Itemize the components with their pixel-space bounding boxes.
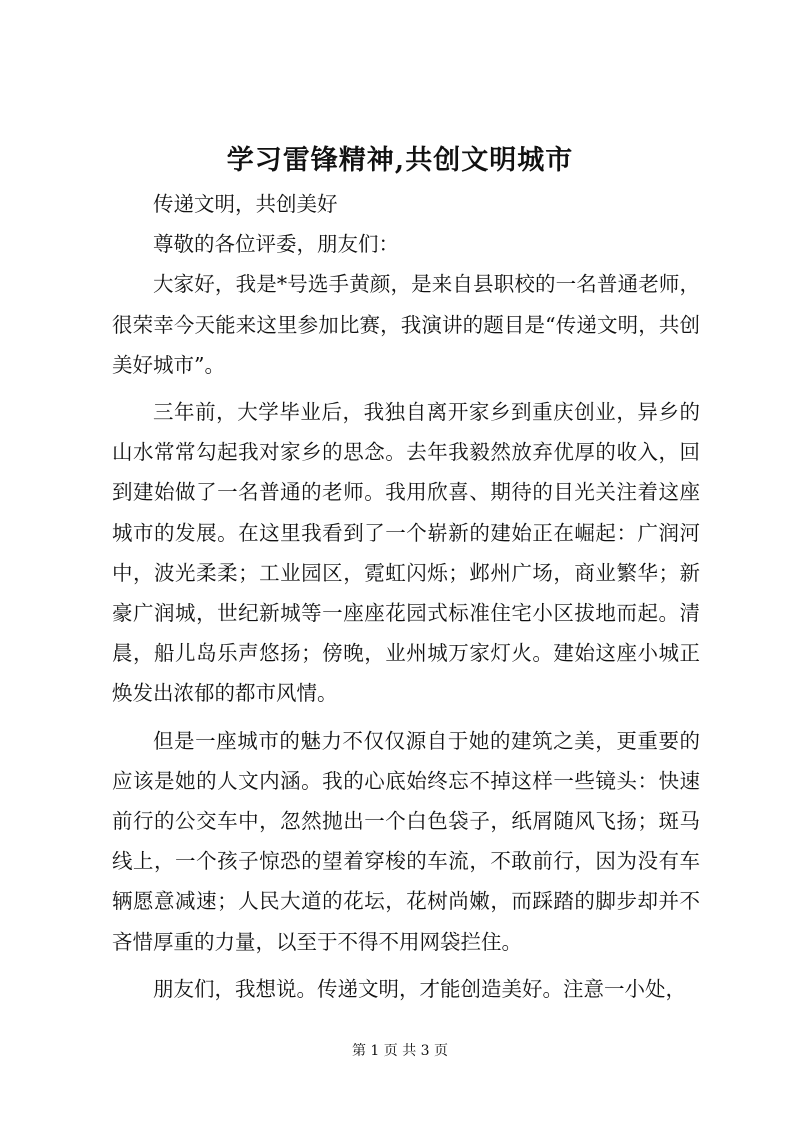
page-number-footer: 第 1 页 共 3 页 xyxy=(351,1043,449,1059)
paragraph-salutation: 尊敬的各位评委，朋友们： xyxy=(153,232,399,257)
paragraph-subtitle: 传递文明，共创美好 xyxy=(153,192,338,216)
document-title: 学习雷锋精神,共创文明城市 xyxy=(226,145,574,176)
paragraph-closing: 朋友们，我想说。传递文明，才能创造美好。注意一小处， xyxy=(153,976,686,1001)
paragraph-hometown: 三年前，大学毕业后，我独自离开家乡到重庆创业，异乡的山水常常勾起我对家乡的思念。去年我毅然放弃优厚的收入，回到建始做了一名普通的老师。我用欣喜、期待的目光关注着这座城市的发展。在这里我看到了一个崭新的建始正在崛起：广润河中，波光柔柔；工业园区，霓虹闪烁；邺州广场，商业繁华；新豪广润城，世纪新城等一座座花园式标准住宅小区拔地而起。清晨，船儿岛乐声悠扬；傍晚，业州城万家灯火。建始这座小城正焕发出浓郁的都市风情。 xyxy=(112,400,700,706)
paragraph-city-charm: 但是一座城市的魅力不仅仅源自于她的建筑之美，更重要的应该是她的人文内涵。我的心底始终忘不掉这样一些镜头：快速前行的公交车中，忽然抛出一个白色袋子，纸屑随风飞扬；斑马线上，一个孩子惊恐的望着穿梭的车流，不敢前行，因为没有车辆愿意减速；人民大道的花坛，花树尚嫩，而踩踏的脚步却并不吝惜厚重的力量，以至于不得不用网袋拦住。 xyxy=(112,728,700,954)
paragraph-introduction: 大家好，我是*号选手黄颜，是来自县职校的一名普通老师，很荣幸今天能来这里参加比赛，我演讲的题目是“传递文明，共创美好城市”。 xyxy=(112,272,700,377)
document-body xyxy=(112,184,700,1009)
